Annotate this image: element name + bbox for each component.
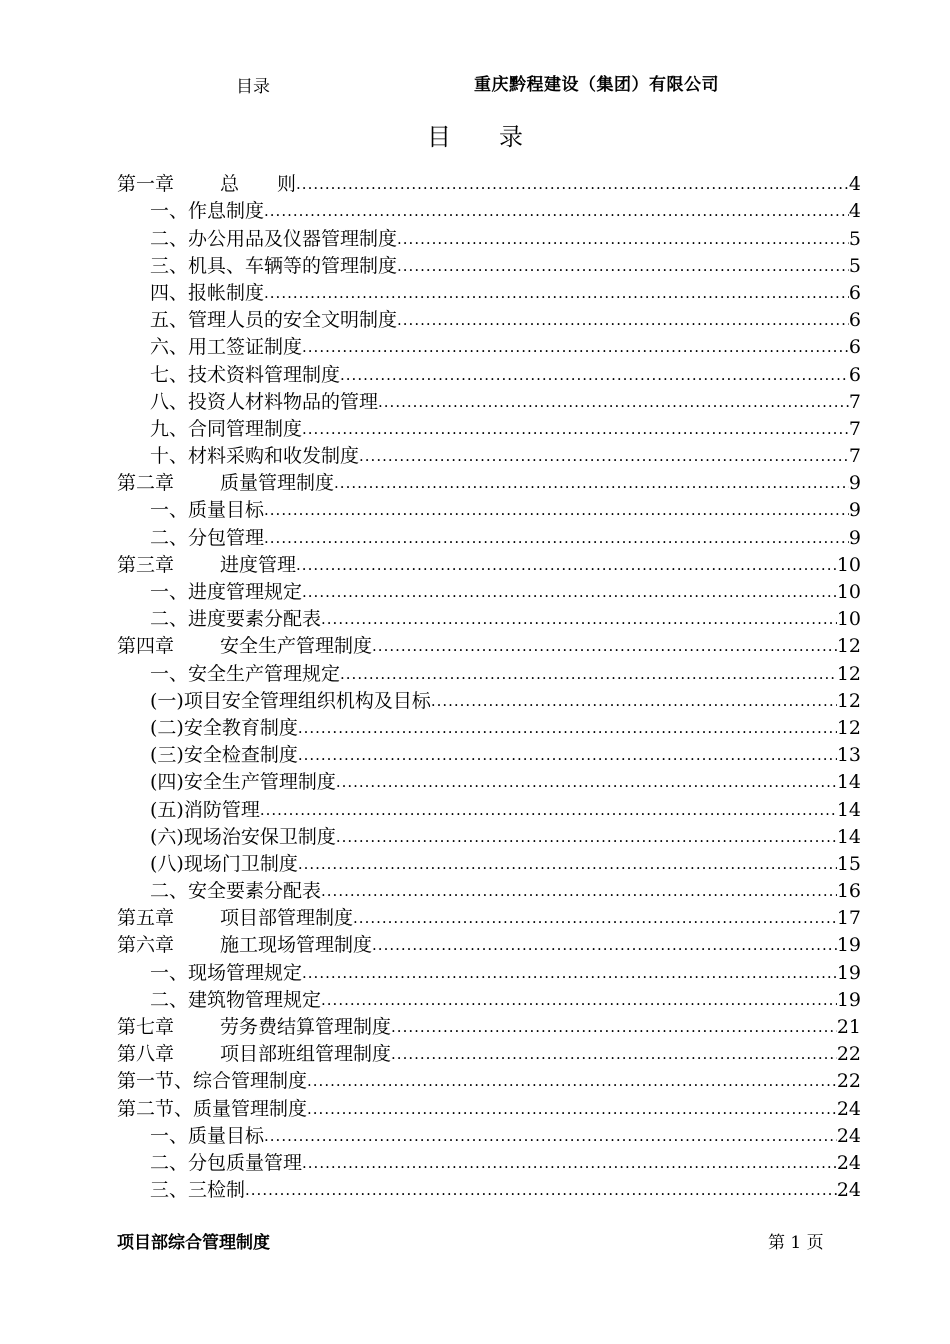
toc-entry[interactable] (117, 552, 861, 579)
toc-entry[interactable] (117, 171, 861, 198)
toc-page-number: 14 (836, 771, 861, 794)
toc-page-number: 6 (848, 309, 861, 332)
toc-dot-leader (397, 226, 849, 253)
toc-chapter-number: 第六章 (117, 934, 175, 957)
toc-page-number: 7 (848, 417, 861, 440)
toc-dot-leader (298, 742, 837, 769)
toc-entry[interactable] (117, 307, 861, 334)
toc-entry-title (117, 171, 296, 198)
toc-page-number: 10 (836, 553, 861, 576)
header-company-name: 重庆黔程建设（集团）有限公司 (474, 75, 719, 95)
toc-page-number: 6 (848, 336, 861, 359)
toc-page-number: 6 (848, 363, 861, 386)
toc-entry-title (150, 416, 302, 443)
toc-entry-text: 八、投资人材料物品的管理 (150, 390, 379, 413)
toc-page-number: 17 (836, 907, 861, 930)
toc-dot-leader (245, 1177, 837, 1204)
toc-entry[interactable] (117, 688, 861, 715)
toc-entry[interactable] (117, 1150, 861, 1177)
toc-entry[interactable] (117, 796, 861, 823)
toc-dot-leader (336, 824, 837, 851)
toc-entry[interactable] (117, 389, 861, 416)
toc-entry-title (150, 443, 359, 470)
toc-entry[interactable] (117, 905, 861, 932)
toc-entry[interactable] (117, 470, 861, 497)
toc-page-number: 24 (836, 1124, 861, 1147)
toc-entry-title (117, 1041, 391, 1068)
toc-dot-leader (307, 1068, 837, 1095)
toc-entry-title (150, 579, 302, 606)
toc-entry-text: 二、进度要素分配表 (150, 608, 322, 631)
toc-entry-text: (三)安全检查制度 (150, 744, 298, 767)
toc-dot-leader (298, 851, 837, 878)
toc-page-number: 24 (836, 1151, 861, 1174)
toc-entry[interactable] (117, 361, 861, 388)
toc-entry-title (150, 742, 298, 769)
toc-entry-title (150, 960, 302, 987)
toc-entry-text: 一、安全生产管理规定 (150, 662, 341, 685)
toc-entry[interactable] (117, 633, 861, 660)
toc-entry[interactable] (117, 769, 861, 796)
toc-dot-leader (359, 443, 849, 470)
toc-entry-title (150, 797, 260, 824)
toc-page-number: 19 (836, 988, 861, 1011)
toc-dot-leader (260, 797, 837, 824)
toc-entry-text: 一、质量目标 (150, 499, 265, 522)
toc-page-number: 7 (848, 390, 861, 413)
toc-entry[interactable] (117, 280, 861, 307)
toc-dot-leader (302, 960, 837, 987)
toc-entry-title (117, 1068, 307, 1095)
page-title: 目 录 (427, 123, 523, 151)
toc-dot-leader (397, 307, 849, 334)
toc-page-number: 24 (836, 1179, 861, 1202)
toc-page-number: 19 (836, 934, 861, 957)
toc-entry-title (117, 1096, 307, 1123)
toc-dot-leader (264, 497, 849, 524)
toc-entry[interactable] (117, 715, 861, 742)
toc-entry-text: 质量管理制度 (220, 472, 335, 495)
footer-page-number: 第 1 页 (768, 1233, 824, 1253)
toc-entry-title (150, 824, 336, 851)
toc-entry-text: 劳务费结算管理制度 (220, 1016, 392, 1038)
toc-dot-leader (264, 525, 849, 552)
toc-entry[interactable] (117, 497, 861, 524)
toc-entry-title (150, 198, 264, 225)
toc-entry-text: 三、三检制 (150, 1179, 246, 1202)
toc-page-number: 12 (836, 689, 861, 712)
toc-entry-text: (八)现场门卫制度 (150, 852, 298, 875)
toc-entry-text: 十、材料采购和收发制度 (150, 445, 360, 468)
toc-entry-text: 一、质量目标 (150, 1124, 265, 1147)
toc-entry[interactable] (117, 253, 861, 280)
toc-page-number: 10 (836, 608, 861, 631)
toc-entry-title (117, 932, 372, 959)
toc-entry-title (150, 606, 321, 633)
toc-chapter-number: 第一章 (117, 173, 175, 196)
toc-entry-text: (六)现场治安保卫制度 (150, 825, 336, 848)
toc-page-number: 12 (836, 662, 861, 685)
toc-entry-text: 七、技术资料管理制度 (150, 363, 341, 386)
toc-entry-text: 一、现场管理规定 (150, 961, 303, 984)
toc-entry[interactable] (117, 959, 861, 986)
toc-entry-title (150, 987, 321, 1014)
toc-dot-leader (340, 362, 849, 389)
toc-entry[interactable] (117, 225, 861, 252)
toc-entry[interactable] (117, 334, 861, 361)
toc-entry-title (117, 552, 296, 579)
toc-entry-text: 施工现场管理制度 (220, 934, 373, 957)
toc-entry[interactable] (117, 1014, 861, 1041)
table-of-contents (117, 171, 861, 1204)
toc-page-number: 24 (836, 1097, 861, 1120)
toc-entry-title (150, 661, 340, 688)
toc-entry-text: (五)消防管理 (150, 798, 260, 821)
toc-entry-text: 总 则 (220, 173, 297, 196)
toc-entry-title (150, 851, 298, 878)
toc-dot-leader (264, 280, 849, 307)
toc-page-number: 6 (848, 281, 861, 304)
toc-page-number: 9 (848, 472, 861, 495)
toc-entry[interactable] (117, 524, 861, 551)
toc-dot-leader (391, 1041, 837, 1068)
toc-page-number: 5 (848, 227, 861, 250)
toc-entry[interactable] (117, 1068, 861, 1095)
toc-entry[interactable] (117, 443, 861, 470)
toc-page-number: 9 (848, 526, 861, 549)
toc-entry[interactable] (117, 932, 861, 959)
toc-chapter-number: 第八章 (117, 1043, 175, 1066)
toc-entry-title (150, 1150, 302, 1177)
toc-entry-text: 六、用工签证制度 (150, 336, 303, 359)
toc-dot-leader (353, 905, 837, 932)
toc-entry-title (150, 1123, 264, 1150)
toc-page-number: 5 (848, 254, 861, 277)
toc-entry-title (150, 878, 321, 905)
toc-entry-text: 二、分包质量管理 (150, 1151, 303, 1174)
toc-dot-leader (391, 1014, 837, 1041)
toc-entry-text: 一、进度管理规定 (150, 581, 303, 603)
toc-dot-leader (296, 552, 837, 579)
toc-entry[interactable] (117, 1041, 861, 1068)
toc-entry-text: 二、分包管理 (150, 526, 265, 549)
toc-page-number: 14 (836, 798, 861, 821)
toc-entry-title (150, 362, 340, 389)
toc-entry-title (150, 307, 397, 334)
toc-chapter-number: 第三章 (117, 553, 175, 576)
toc-chapter-number: 第五章 (117, 907, 175, 930)
toc-entry-title (150, 525, 264, 552)
toc-entry-title (150, 1177, 245, 1204)
toc-entry-title (150, 226, 397, 253)
toc-entry-title (117, 470, 334, 497)
toc-dot-leader (298, 715, 837, 742)
toc-dot-leader (372, 932, 837, 959)
toc-entry-text: 项目部班组管理制度 (220, 1043, 392, 1066)
toc-page-number: 13 (836, 744, 861, 767)
toc-dot-leader (307, 1096, 837, 1123)
toc-dot-leader (431, 688, 837, 715)
toc-entry[interactable] (117, 606, 861, 633)
toc-entry-text: 三、机具、车辆等的管理制度 (150, 254, 398, 277)
toc-dot-leader (378, 389, 849, 416)
toc-dot-leader (334, 470, 849, 497)
toc-dot-leader (302, 416, 849, 443)
toc-entry-text: (二)安全教育制度 (150, 716, 298, 739)
toc-dot-leader (321, 878, 837, 905)
toc-page-number: 4 (848, 200, 861, 223)
toc-dot-leader (264, 198, 849, 225)
toc-entry[interactable] (117, 1123, 861, 1150)
toc-page-number: 9 (848, 499, 861, 522)
toc-page-number: 10 (836, 581, 861, 603)
toc-entry-text: 四、报帐制度 (150, 281, 265, 304)
toc-entry[interactable] (117, 579, 861, 606)
toc-entry[interactable] (117, 987, 861, 1014)
toc-page-number: 4 (848, 173, 861, 196)
toc-entry-text: 第一节、综合管理制度 (117, 1070, 308, 1093)
toc-entry-title (117, 1014, 391, 1041)
toc-page-number: 7 (848, 445, 861, 468)
toc-page-number: 19 (836, 961, 861, 984)
toc-dot-leader (302, 579, 837, 606)
toc-entry-title (150, 389, 378, 416)
toc-entry-title (150, 497, 264, 524)
toc-dot-leader (296, 171, 849, 198)
toc-page-number: 16 (836, 880, 861, 903)
toc-entry[interactable] (117, 660, 861, 687)
toc-entry[interactable] (117, 824, 861, 851)
toc-entry-title (117, 905, 353, 932)
toc-entry[interactable] (117, 198, 861, 225)
toc-dot-leader (321, 987, 837, 1014)
toc-dot-leader (336, 769, 837, 796)
toc-chapter-number: 第二章 (117, 472, 175, 495)
toc-dot-leader (340, 661, 837, 688)
toc-page-number: 21 (836, 1016, 861, 1038)
toc-page-number: 14 (836, 825, 861, 848)
toc-entry[interactable] (117, 878, 861, 905)
footer-doc-title: 项目部综合管理制度 (117, 1233, 270, 1253)
toc-page-number: 22 (836, 1070, 861, 1093)
toc-entry-text: (一)项目安全管理组织机构及目标 (150, 689, 431, 712)
toc-page-number: 12 (836, 635, 861, 658)
toc-chapter-number: 第七章 (117, 1016, 175, 1038)
toc-entry[interactable] (117, 416, 861, 443)
toc-entry-text: 第二节、质量管理制度 (117, 1097, 308, 1120)
toc-entry-text: 二、安全要素分配表 (150, 880, 322, 903)
toc-entry[interactable] (117, 742, 861, 769)
toc-entry[interactable] (117, 1177, 861, 1204)
toc-entry-text: 项目部管理制度 (220, 907, 354, 930)
toc-entry-text: 五、管理人员的安全文明制度 (150, 309, 398, 332)
toc-entry-text: 二、建筑物管理规定 (150, 988, 322, 1011)
toc-entry-title (150, 769, 336, 796)
toc-page-number: 15 (836, 852, 861, 875)
toc-entry-text: 安全生产管理制度 (220, 635, 373, 658)
toc-page-number: 12 (836, 716, 861, 739)
toc-entry-title (150, 334, 302, 361)
toc-entry-text: 九、合同管理制度 (150, 417, 303, 440)
toc-entry[interactable] (117, 1095, 861, 1122)
toc-entry-title (150, 715, 298, 742)
toc-dot-leader (321, 606, 837, 633)
toc-entry[interactable] (117, 851, 861, 878)
toc-entry-text: (四)安全生产管理制度 (150, 771, 336, 794)
toc-entry-title (150, 280, 264, 307)
toc-dot-leader (302, 1150, 837, 1177)
toc-dot-leader (372, 633, 837, 660)
toc-entry-title (150, 253, 397, 280)
toc-chapter-number: 第四章 (117, 635, 175, 658)
header-doc-label: 目录 (236, 77, 270, 97)
toc-entry-text: 一、作息制度 (150, 200, 265, 223)
toc-dot-leader (264, 1123, 837, 1150)
toc-dot-leader (302, 334, 849, 361)
toc-entry-text: 二、办公用品及仪器管理制度 (150, 227, 398, 250)
toc-page-number: 22 (836, 1043, 861, 1066)
toc-dot-leader (397, 253, 849, 280)
toc-entry-title (117, 633, 372, 660)
toc-entry-text: 进度管理 (220, 553, 297, 576)
toc-entry-title (150, 688, 431, 715)
